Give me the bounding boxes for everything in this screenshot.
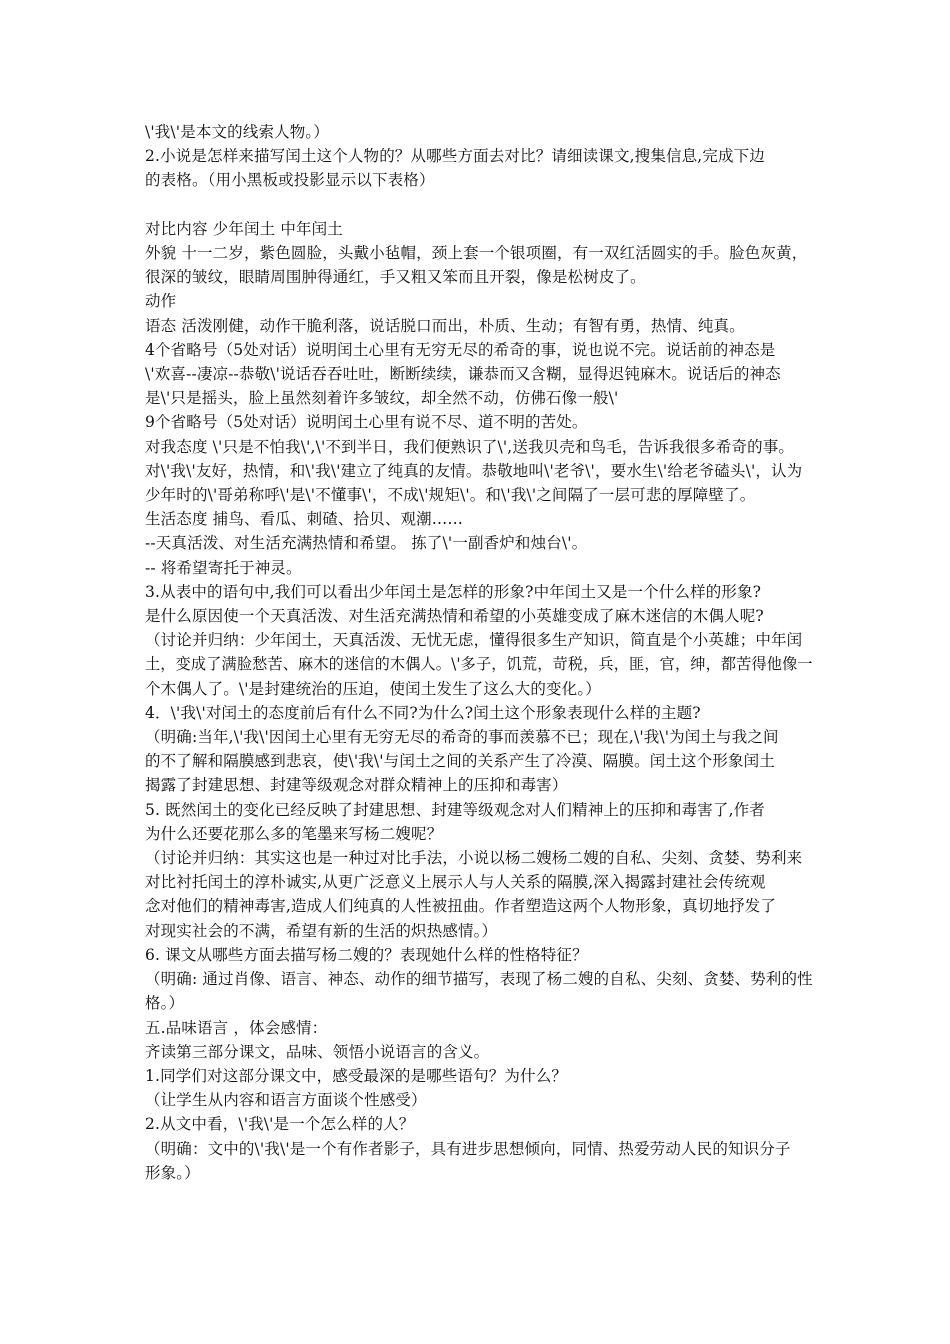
text-line: 土，变成了满脸愁苦、麻木的迷信的木偶人。\'多子，饥荒，苛税，兵，匪，官，绅，都苦得他像一 (145, 655, 813, 674)
text-line: （让学生从内容和语言方面谈个性感受） (145, 1091, 427, 1110)
text-line: 的不了解和隔膜感到悲哀，使\'我\'与闰土之间的关系产生了冷漠、隔膜。闰土这个形象闰土 (145, 752, 775, 771)
text-line: 的表格。（用小黑板或投影显示以下表格） (145, 171, 435, 190)
text-line: （讨论并归纳：其实这也是一种过对比手法，小说以杨二嫂杨二嫂的自私、尖刻、贪婪、势利来 (145, 849, 803, 868)
text-line: 动作 (145, 292, 177, 311)
text-line: 生活态度 捕鸟、看瓜、刺碴、拾贝、观潮…… (145, 510, 464, 529)
text-line: 格。） (145, 994, 185, 1013)
text-line: 4．\'我\'对闰土的态度前后有什么不同?为什么?闰土这个形象表现什么样的主题? (145, 703, 701, 722)
text-line: 1.同学们对这部分课文中，感受最深的是哪些语句？为什么？ (145, 1066, 567, 1085)
text-line: （讨论并归纳：少年闰土，天真活泼、无忧无虑，懂得很多生产知识，简直是个小英雄；中年闰 (145, 631, 803, 650)
text-line: 是什么原因使一个天真活泼、对生活充满热情和希望的小英雄变成了麻木迷信的木偶人呢? (145, 607, 764, 626)
text-line: 个木偶人了。\'是封建统治的压迫，使闰土发生了这么大的变化。） (145, 679, 601, 698)
text-line: （明确：文中的\'我\'是一个有作者影子，具有进步思想倾向，同情、热爱劳动人民的知识分子 (145, 1139, 791, 1158)
text-line: 很深的皱纹，眼睛周围肿得通红，手又粗又笨而且开裂，像是松树皮了。 (145, 268, 646, 287)
text-line: 五.品味语言 ，体会感情： (145, 1018, 328, 1037)
text-line: 对比衬托闰土的淳朴诚实,从更广泛意义上展示人与人关系的隔膜,深入揭露封建社会传统观 (145, 873, 766, 892)
text-line: --天真活泼、对生活充满热情和希望。 拣了\'一副香炉和烛台\'。 (145, 534, 588, 553)
text-line: \'我\'是本文的线索人物。） (145, 123, 329, 141)
text-line: 为什么还要花那么多的笔墨来写杨二嫂呢？ (145, 824, 443, 843)
text-line: 4个省略号（5处对话）说明闰土心里有无穷无尽的希奇的事，说也说不完。说话前的神态是 (145, 340, 776, 359)
text-line: 2.从文中看，\'我\'是一个怎么样的人？ (145, 1115, 415, 1134)
text-line: 2.小说是怎样来描写闰土这个人物的？从哪些方面去对比？请细读课文,搜集信息,完成下边 (145, 147, 765, 166)
text-line: 念对他们的精神毒害,造成人们纯真的人性被扭曲。作者塑造这两个人物形象，真切地抒发了 (145, 897, 777, 916)
text-line: 对我态度 \'只是不怕我\',\'不到半日，我们便熟识了\',送我贝壳和鸟毛，告诉我很多希奇的事。 (145, 437, 795, 456)
text-line: 语态 活泼刚健，动作干脆利落，说话脱口而出，朴质、生动；有智有勇，热情、纯真。 (145, 316, 745, 335)
text-line: 3.从表中的语句中,我们可以看出少年闰土是怎样的形象?中年闰土又是一个什么样的形象? (145, 582, 762, 601)
blank-line (145, 193, 813, 217)
text-line: （明确:当年,\'我\'因闰土心里有无穷无尽的希奇的事而羡慕不已；现在,\'我\'为闰土与我之间 (145, 728, 779, 747)
text-line: （明确: 通过肖像、语言、神态、动作的细节描写，表现了杨二嫂的自私、尖刻、贪婪、势利的性 (145, 970, 813, 989)
text-line: -- 将希望寄托于神灵。 (145, 558, 302, 577)
text-line: 对\'我\'友好，热情，和\'我\'建立了纯真的友情。恭敬地叫\'老爷\'，要水生\'给老爷磕头\'，认为 (145, 461, 803, 480)
text-line: 5. 既然闰土的变化已经反映了封建思想、封建等级观念对人们精神上的压抑和毒害了,作者 (145, 800, 765, 819)
text-line: 揭露了封建思想、封建等级观念对群众精神上的压抑和毒害） (145, 776, 568, 795)
text-line: \'欢喜--凄凉--恭敬\'说话吞吞吐吐，断断续续，谦恭而又含糊，显得迟钝麻木。说话后的神态 (145, 365, 781, 384)
text-line: 9个省略号（5处对话）说明闰土心里有说不尽、道不明的苦处。 (145, 413, 588, 432)
text-line: 对比内容 少年闰土 中年闰土 (145, 219, 343, 238)
document-page (145, 120, 813, 1185)
text-line: 是\'只是摇头，脸上虽然刻着许多皱纹，却全然不动，仿佛石像一般\' (145, 389, 619, 408)
text-line: 外貌 十一二岁，紫色圆脸，头戴小毡帽，颈上套一个银项圈，有一双红活圆实的手。脸色灰黄， (145, 244, 808, 262)
text-line: 少年时的\'哥弟称呼\'是\'不懂事\'，不成\'规矩\'。和\'我\'之间隔了一层可悲的厚障壁了。 (145, 486, 756, 505)
text-line: 6. 课文从哪些方面去描写杨二嫂的？表现她什么样的性格特征？ (145, 945, 588, 964)
text-line: 齐读第三部分课文，品味、领悟小说语言的含义。 (145, 1042, 490, 1061)
text-line: 对现实社会的不满，希望有新的生活的炽热感情。） (145, 921, 498, 940)
text-line: 形象。） (145, 1163, 200, 1182)
